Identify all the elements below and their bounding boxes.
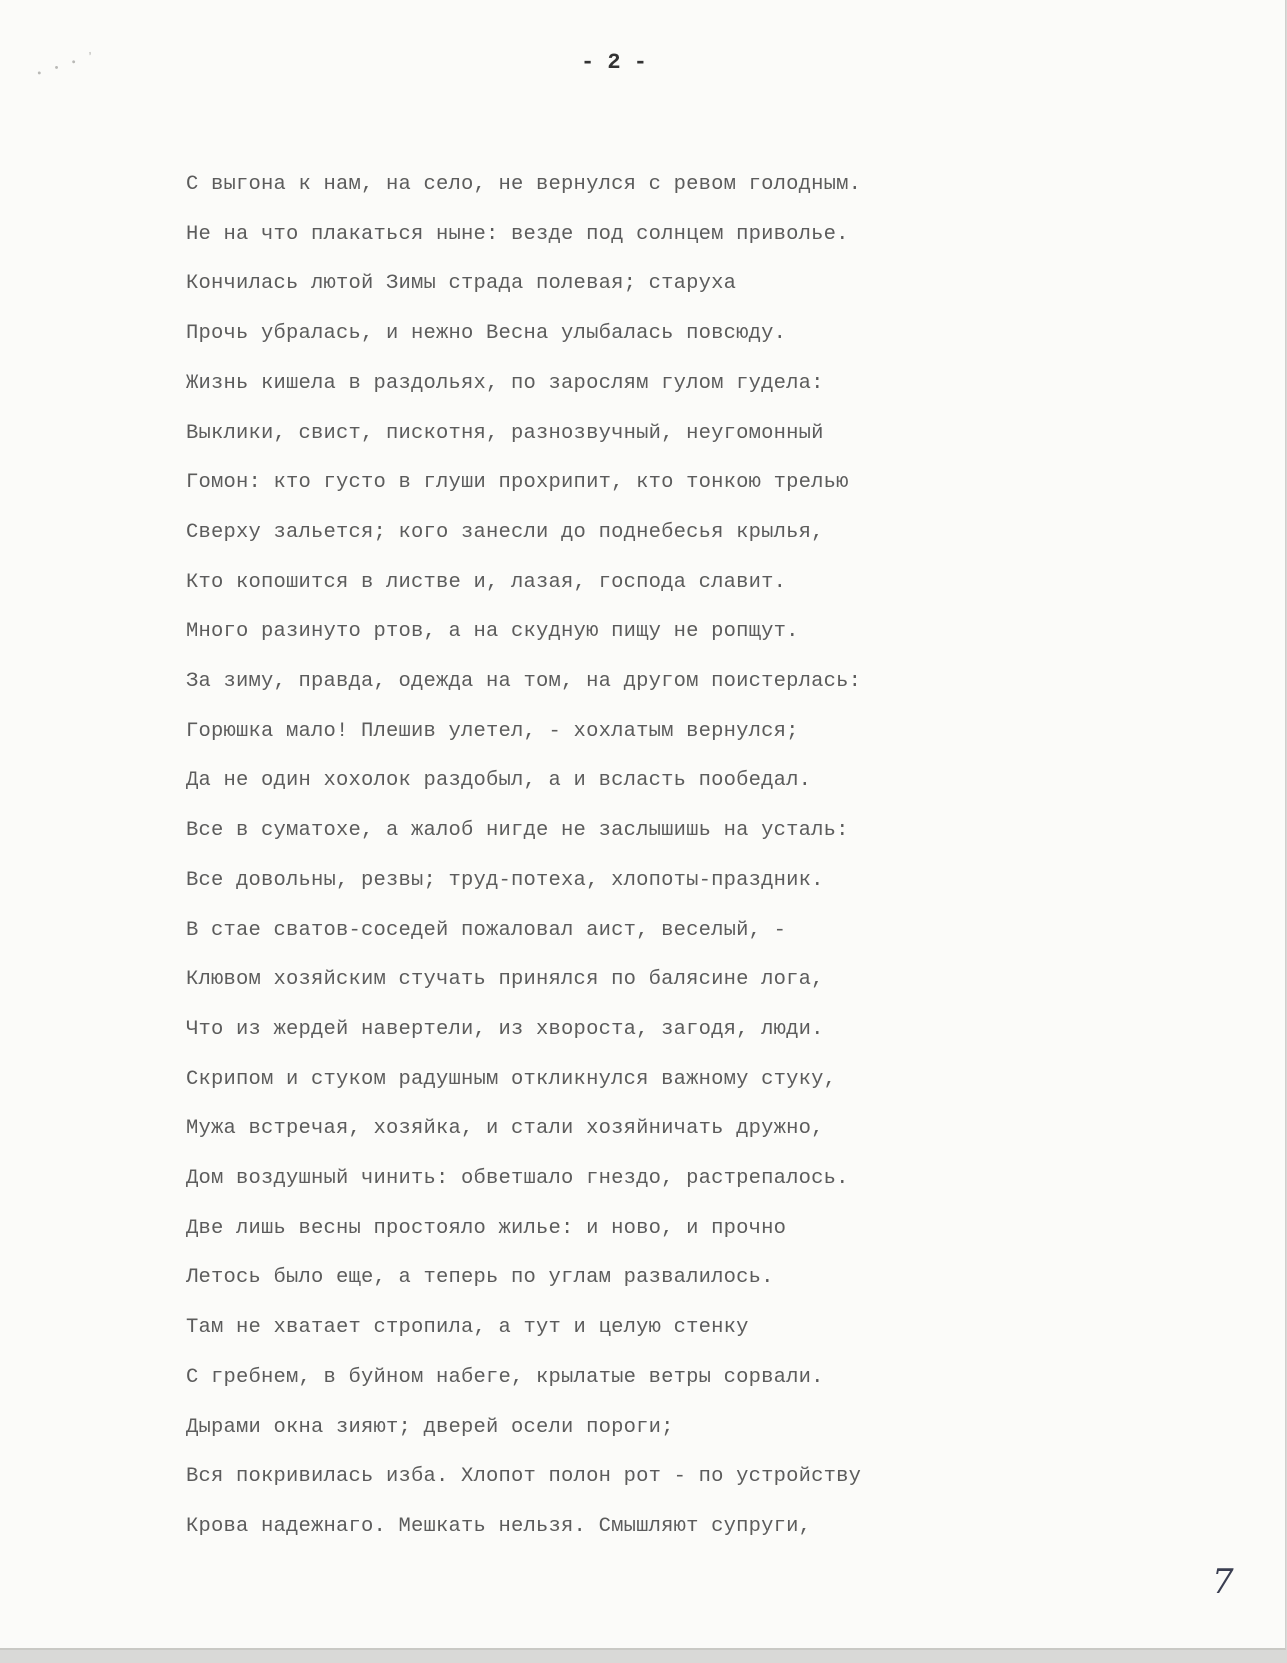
poem-line: Выклики, свист, пискотня, разнозвучный, неугомонный <box>186 421 824 445</box>
poem-line: Много разинуто ртов, а на скудную пищу не ропщут. <box>186 620 799 644</box>
poem-line: Сверху зальется; кого занесли до поднебесья крылья, <box>186 520 824 544</box>
page-number: - 2 - <box>580 50 647 75</box>
poem-line: Две лишь весны простояло жилье: и ново, и прочно <box>186 1216 787 1240</box>
poem-line: Мужа встречая, хозяйка, и стали хозяйничать дружно, <box>186 1117 824 1141</box>
poem-line: Жизнь кишела в раздольях, по зарослям гулом гудела: <box>186 371 824 395</box>
poem-line: Да не один хохолок раздобыл, а и всласть пообедал. <box>186 769 812 793</box>
poem-line: Что из жердей навертели, из хвороста, загодя, люди. <box>186 1017 824 1041</box>
poem-line: В стае сватов-соседей пожаловал аист, веселый, - <box>186 918 787 942</box>
poem-line: Вся покривилась изба. Хлопот полон рот - по устройству <box>186 1465 862 1489</box>
poem-line: Кто копошится в листве и, лазая, господа славит. <box>186 570 787 594</box>
poem-line: Летось было еще, а теперь по углам развалилось. <box>186 1266 774 1290</box>
poem-line: С гребнем, в буйном набеге, крылатые ветры сорвали. <box>186 1365 824 1389</box>
poem-line: Там не хватает стропила, а тут и целую стенку <box>186 1316 749 1340</box>
handwritten-archive-number: 7 <box>1212 1562 1234 1602</box>
pencil-mark: ∙ ∙ ∙ ʼ <box>35 50 99 81</box>
poem-line: Дырами окна зияют; дверей осели пороги; <box>186 1415 674 1439</box>
poem-line: Прочь убралась, и нежно Весна улыбалась повсюду. <box>186 322 787 346</box>
poem-text <box>186 160 1086 1552</box>
poem-line: Не на что плакаться ныне: везде под солнцем приволье. <box>186 222 849 246</box>
poem-line: Гомон: кто густо в глуши прохрипит, кто тонкою трелью <box>186 471 849 495</box>
poem-line: Скрипом и стуком радушным откликнулся важному стуку, <box>186 1067 837 1091</box>
poem-line: За зиму, правда, одежда на том, на другом поистерлась: <box>186 670 862 694</box>
poem-line: Все довольны, резвы; труд-потеха, хлопоты-праздник. <box>186 868 824 892</box>
poem-line: С выгона к нам, на село, не вернулся с ревом голодным. <box>186 173 862 196</box>
poem-line: Дом воздушный чинить: обветшало гнездо, растрепалось. <box>186 1167 849 1191</box>
poem-line: Горюшка мало! Плешив улетел, - хохлатым вернулся; <box>186 719 799 743</box>
poem-line: Клювом хозяйским стучать принялся по балясине лога, <box>186 968 824 992</box>
poem-line: Кончилась лютой Зимы страда полевая; старуха <box>186 272 737 296</box>
poem-line: Все в суматохе, а жалоб нигде не заслышишь на усталь: <box>186 819 849 843</box>
poem-line: Крова надежнаго. Мешкать нельзя. Смышляют супруги, <box>186 1514 812 1538</box>
